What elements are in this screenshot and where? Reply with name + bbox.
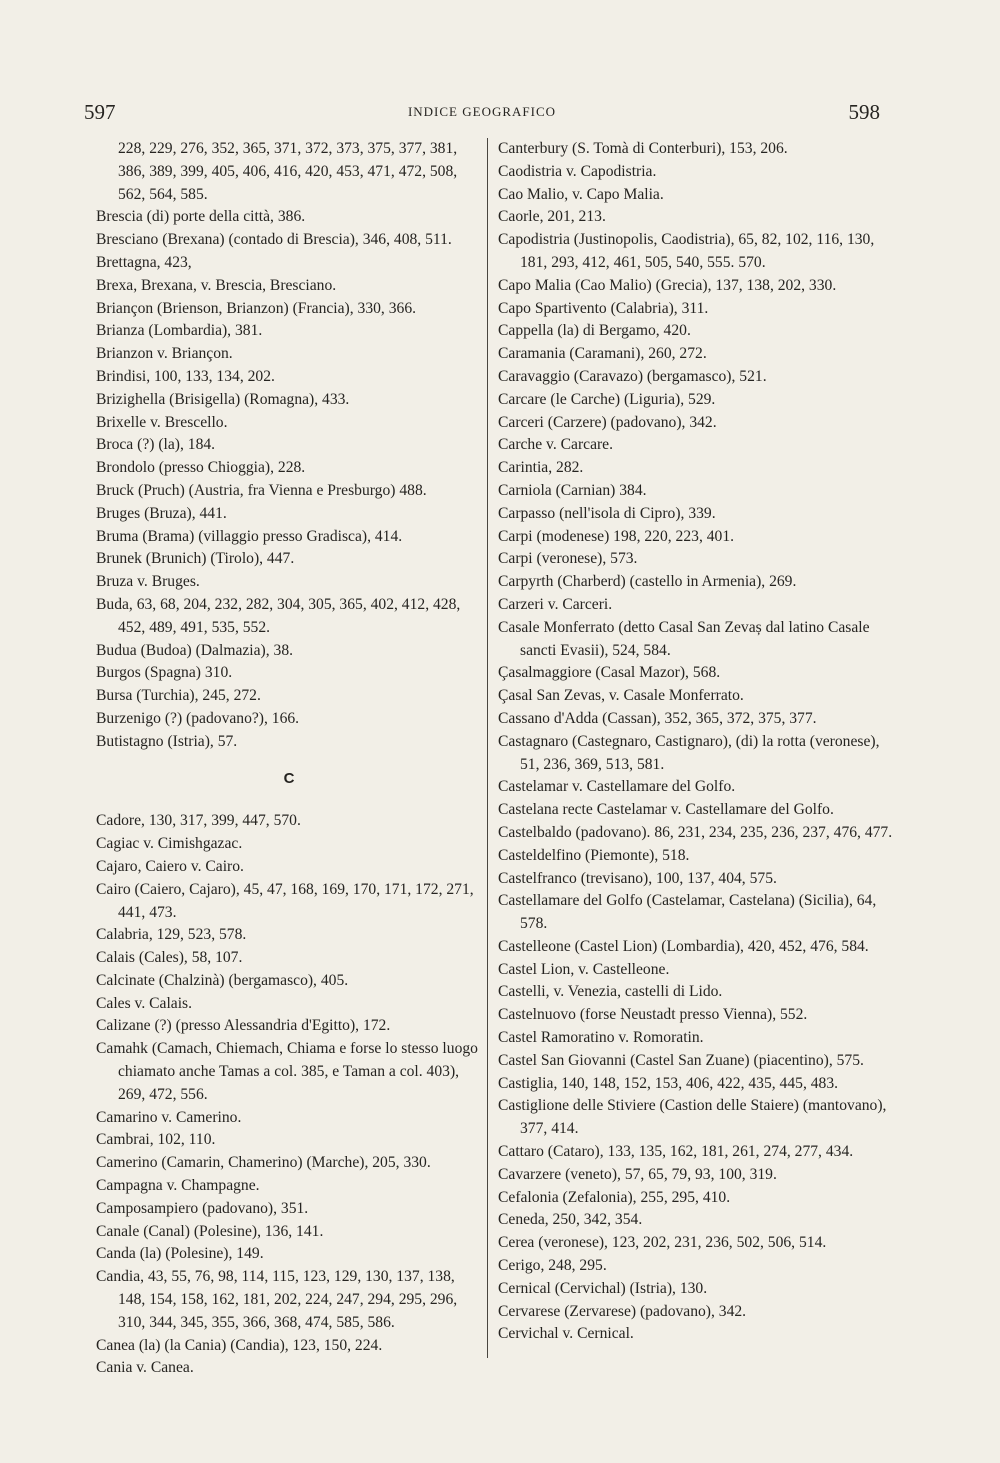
index-entry: Carpi (veronese), 573. [498, 550, 638, 568]
index-entry: Cajaro, Caiero v. Cairo. [96, 857, 244, 875]
index-entry: Cavarzere (veneto), 57, 65, 79, 93, 100, 319. [498, 1165, 777, 1183]
entries-after-section [96, 810, 482, 1380]
index-entry: Castel Lion, v. Castelleone. [498, 960, 670, 978]
index-entry: Butistagno (Istria), 57. [96, 732, 238, 750]
index-entry: Casteldelfino (Piemonte), 518. [498, 846, 690, 864]
index-entry: Cerea (veronese), 123, 202, 231, 236, 502, 506, 514. [498, 1234, 827, 1252]
index-entry: Castelnuovo (forse Neustadt presso Vienna), 552. [498, 1006, 808, 1024]
index-entry: Carche v. Carcare. [498, 436, 614, 454]
index-entry: Carintia, 282. [498, 459, 584, 477]
index-entry: Çasalmaggiore (Casal Mazor), 568. [498, 664, 721, 682]
page-number-right: 598 [848, 100, 880, 124]
index-entry: Carzeri v. Carceri. [498, 595, 613, 613]
index-entry: Cairo (Caiero, Cajaro), 45, 47, 168, 169, 170, 171, 172, 271, 441, 473. [96, 880, 474, 921]
index-entry: Calcinate (Chalzinà) (bergamasco), 405. [96, 971, 349, 989]
index-entry: Cefalonia (Zefalonia), 255, 295, 410. [498, 1188, 731, 1206]
index-entry: Calais (Cales), 58, 107. [96, 949, 243, 967]
index-entry: Brettagna, 423, [96, 253, 192, 271]
index-entry: Cambrai, 102, 110. [96, 1131, 216, 1149]
right-entries [498, 138, 894, 1346]
index-entry: Castagnaro (Castegnaro, Castignaro), (di) la rotta (veronese), 51, 236, 369, 513, 581. [498, 732, 880, 773]
index-entry: Caorle, 201, 213. [498, 208, 606, 226]
index-entry: Cervarese (Zervarese) (padovano), 342. [498, 1302, 747, 1320]
index-entry: Brexa, Brexana, v. Brescia, Bresciano. [96, 276, 337, 294]
index-entry: Briançon (Brienson, Brianzon) (Francia), 330, 366. [96, 299, 417, 317]
index-entry: Cales v. Calais. [96, 994, 192, 1012]
index-entry: Bruza v. Bruges. [96, 573, 200, 591]
index-entry: Candia, 43, 55, 76, 98, 114, 115, 123, 129, 130, 137, 138, 148, 154, 158, 162, 181, 202, 224, 247, 294, 295, 296, 310, 344, 345, 355, 366, 368, 474, 585, 586. [96, 1268, 458, 1331]
index-entry: Camposampiero (padovano), 351. [96, 1199, 309, 1217]
index-entry: Cagiac v. Cimishgazac. [96, 835, 243, 853]
index-entry: Cerigo, 248, 295. [498, 1257, 607, 1275]
index-entry: Caravaggio (Caravazo) (bergamasco), 521. [498, 367, 767, 385]
column-divider [487, 138, 488, 1358]
index-entry: Carcare (le Carche) (Liguria), 529. [498, 390, 716, 408]
index-entry: Cania v. Canea. [96, 1359, 194, 1377]
index-entry: Ceneda, 250, 342, 354. [498, 1211, 643, 1229]
index-entry: Capo Malia (Cao Malio) (Grecia), 137, 138, 202, 330. [498, 276, 837, 294]
page-number-left: 597 [84, 100, 116, 124]
index-entry: Çasal San Zevas, v. Casale Monferrato. [498, 687, 744, 705]
index-entry: Castelamar v. Castellamare del Golfo. [498, 778, 736, 796]
index-entry: Carpyrth (Charberd) (castello in Armenia), 269. [498, 573, 797, 591]
continuation-entry: 228, 229, 276, 352, 365, 371, 372, 373, 375, 377, 381, 386, 389, 399, 405, 406, 416, 420, 453, 471, 472, 508, 562, 564, 585. [118, 140, 458, 203]
index-entry: Calizane (?) (presso Alessandria d'Egitto), 172. [96, 1017, 391, 1035]
index-entry: Bruck (Pruch) (Austria, fra Vienna e Presburgo) 488. [96, 481, 427, 499]
index-entry: Carpi (modenese) 198, 220, 223, 401. [498, 527, 735, 545]
index-entry: Carpasso (nell'isola di Cipro), 339. [498, 504, 716, 522]
index-entry: Brixelle v. Brescello. [96, 413, 228, 431]
index-entry: Capo Spartivento (Calabria), 311. [498, 299, 709, 317]
index-entry: Casale Monferrato (detto Casal San Zevaș dal latino Casale sancti Evasii), 524, 584. [498, 618, 870, 659]
index-entry: Camarino v. Camerino. [96, 1108, 242, 1126]
index-entry: Castelli, v. Venezia, castelli di Lido. [498, 983, 723, 1001]
index-entry: Campagna v. Champagne. [96, 1177, 260, 1195]
section-letter: C [283, 769, 295, 787]
index-entry: Camerino (Camarin, Chamerino) (Marche), 205, 330. [96, 1154, 431, 1172]
index-entry: Broca (?) (la), 184. [96, 436, 216, 454]
index-entry: Camahk (Camach, Chiemach, Chiama e forse lo stesso luogo chiamato anche Tamas a col. 385, e Taman a col. 403), 269, 472, 556. [96, 1040, 478, 1103]
index-entry: Canea (la) (la Cania) (Candia), 123, 150, 224. [96, 1336, 383, 1354]
page-header [84, 100, 880, 126]
index-entry: Castelbaldo (padovano). 86, 231, 234, 235, 236, 237, 476, 477. [498, 823, 893, 841]
index-entry: Castelfranco (trevisano), 100, 137, 404, 575. [498, 869, 777, 887]
index-entry: Caramania (Caramani), 260, 272. [498, 345, 707, 363]
index-entry: Canale (Canal) (Polesine), 136, 141. [96, 1222, 324, 1240]
index-entry: Buda, 63, 68, 204, 232, 282, 304, 305, 365, 402, 412, 428, 452, 489, 491, 535, 552. [96, 595, 461, 636]
index-entry: Budua (Budoa) (Dalmazia), 38. [96, 641, 294, 659]
index-entry: Capodistria (Justinopolis, Caodistria), 65, 82, 102, 116, 130, 181, 293, 412, 461, 505, 540, 555. 570. [498, 231, 875, 271]
index-entry: Castelleone (Castel Lion) (Lombardia), 420, 452, 476, 584. [498, 937, 869, 955]
entries-before-section [96, 206, 482, 753]
index-entry: Bruma (Brama) (villaggio presso Gradisca), 414. [96, 527, 403, 545]
index-entry: Carniola (Carnian) 384. [498, 481, 647, 499]
index-entry: Cadore, 130, 317, 399, 447, 570. [96, 812, 301, 830]
index-entry: Brondolo (presso Chioggia), 228. [96, 459, 306, 477]
index-entry: Calabria, 129, 523, 578. [96, 926, 247, 944]
index-entry: Brianza (Lombardia), 381. [96, 322, 263, 340]
index-entry: Cao Malio, v. Capo Malia. [498, 185, 664, 203]
index-entry: Burzenigo (?) (padovano?), 166. [96, 709, 300, 727]
index-entry: Cappella (la) di Bergamo, 420. [498, 322, 691, 340]
index-entry: Canterbury (S. Tomà di Conterburi), 153, 206. [498, 140, 788, 157]
index-entry: Cervichal v. Cernical. [498, 1325, 634, 1343]
index-entry: Brunek (Brunich) (Tirolo), 447. [96, 550, 295, 568]
index-entry: Bursa (Turchia), 245, 272. [96, 687, 261, 705]
index-entry: Brindisi, 100, 133, 134, 202. [96, 367, 275, 385]
index-entry: Castel San Giovanni (Castel San Zuane) (piacentino), 575. [498, 1051, 864, 1069]
index-entry: Brianzon v. Briançon. [96, 345, 233, 363]
index-entry: Burgos (Spagna) 310. [96, 664, 233, 682]
index-entry: Cattaro (Cataro), 133, 135, 162, 181, 261, 274, 277, 434. [498, 1143, 854, 1161]
index-entry: Castiglione delle Stiviere (Castion delle Staiere) (mantovano), 377, 414. [498, 1097, 887, 1138]
index-entry: Castellamare del Golfo (Castelamar, Castelana) (Sicilia), 64, 578. [498, 892, 877, 933]
index-entry: Bruges (Bruza), 441. [96, 504, 227, 522]
index-entry: Caodistria v. Capodistria. [498, 162, 657, 180]
running-title: INDICE GEOGRAFICO [407, 104, 557, 119]
index-entry: Brescia (di) porte della città, 386. [96, 208, 306, 226]
index-entry: Canda (la) (Polesine), 149. [96, 1245, 264, 1263]
index-entry: Brizighella (Brisigella) (Romagna), 433. [96, 390, 350, 408]
index-entry: Carceri (Carzere) (padovano), 342. [498, 413, 717, 431]
index-entry: Castiglia, 140, 148, 152, 153, 406, 422, 435, 445, 483. [498, 1074, 839, 1092]
left-column [96, 138, 482, 1380]
index-entry: Cassano d'Adda (Cassan), 352, 365, 372, 375, 377. [498, 709, 817, 727]
index-entry: Cernical (Cervichal) (Istria), 130. [498, 1279, 708, 1297]
right-column [498, 138, 894, 1346]
index-entry: Castel Ramoratino v. Romoratin. [498, 1029, 704, 1047]
index-entry: Bresciano (Brexana) (contado di Brescia), 346, 408, 511. [96, 231, 452, 249]
index-entry: Castelana recte Castelamar v. Castellamare del Golfo. [498, 801, 834, 819]
